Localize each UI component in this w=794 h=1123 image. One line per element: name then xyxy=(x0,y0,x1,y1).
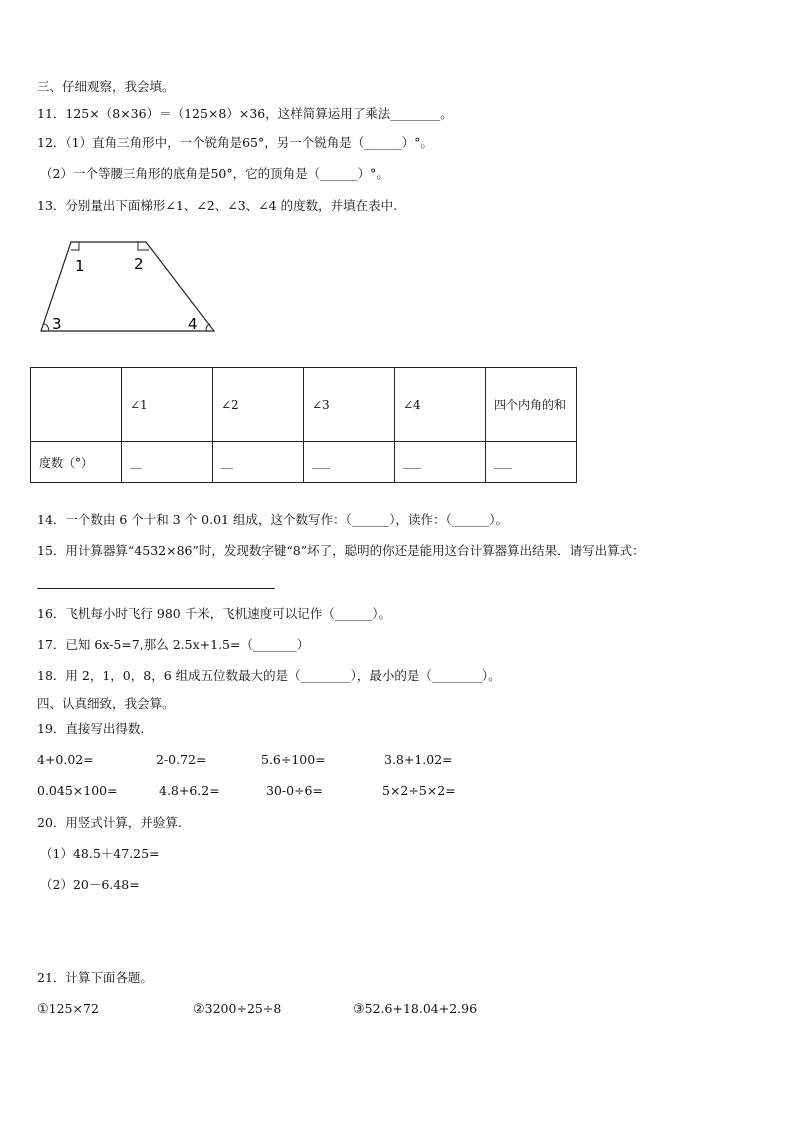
table-cell-angle-2[interactable]: __ xyxy=(213,442,304,483)
angle-label-1: 1 xyxy=(75,257,85,275)
question-17: 17．已知 6x-5=7,那么 2.5x+1.5=（_______） xyxy=(37,637,310,652)
circled-number: ③ xyxy=(353,1002,365,1017)
table-cell-angle-3[interactable]: ___ xyxy=(304,442,395,483)
angle-label-3: 3 xyxy=(52,315,62,333)
q21-expression: 52.6+18.04+2.96 xyxy=(364,1001,478,1016)
table-header-angle-2: ∠2 xyxy=(213,368,304,442)
section-4-title: 四、认真细致，我会算。 xyxy=(37,696,175,711)
q19-item: 2-0.72= xyxy=(156,752,207,767)
circled-number: ① xyxy=(37,1002,49,1017)
question-12-part-1: 12．（1）直角三角形中，一个锐角是65°，另一个锐角是（______）°。 xyxy=(37,135,434,150)
table-cell-sum[interactable]: ___ xyxy=(486,442,577,483)
section-3-title: 三、仔细观察，我会填。 xyxy=(37,79,175,94)
table-row-label: 度数（°） xyxy=(31,442,122,483)
question-15: 15．用计算器算“4532×86”时，发现数字键“8”坏了，聪明的你还是能用这台计算器算出结果．请写出算式： xyxy=(37,543,645,558)
question-13: 13．分别量出下面梯形∠1、∠2、∠3、∠4 的度数，并填在表中. xyxy=(37,198,398,213)
question-11: 11．125×（8×36）＝（125×8）×36，这样简算运用了乘法________。 xyxy=(37,106,453,121)
q19-item: 5×2÷5×2= xyxy=(382,783,456,798)
q21-expression: 125×72 xyxy=(48,1001,99,1016)
table-header-angle-3: ∠3 xyxy=(304,368,395,442)
question-20-part-1: （1）48.5＋47.25= xyxy=(40,846,160,861)
table-header-angle-4: ∠4 xyxy=(395,368,486,442)
q19-item: 4+0.02= xyxy=(37,752,94,767)
question-20-part-2: （2）20－6.48= xyxy=(40,877,140,892)
question-18: 18．用 2，1，0，8，6 组成五位数最大的是（________），最小的是（________）。 xyxy=(37,668,501,683)
angle-table xyxy=(30,367,577,483)
q21-item-1 xyxy=(37,1001,99,1017)
q19-item: 5.6÷100= xyxy=(261,752,326,767)
table-header-angle-1: ∠1 xyxy=(122,368,213,442)
table-cell-angle-4[interactable]: ___ xyxy=(395,442,486,483)
q21-item-3 xyxy=(353,1001,477,1017)
q19-item: 0.045×100= xyxy=(37,783,118,798)
q19-item: 30-0÷6= xyxy=(266,783,323,798)
answer-line[interactable] xyxy=(37,588,275,589)
question-20: 20．用竖式计算，并验算. xyxy=(37,815,182,830)
angle-3-mark xyxy=(44,324,49,331)
q19-item: 4.8+6.2= xyxy=(159,783,220,798)
question-12-part-2: （2）一个等腰三角形的底角是50°，它的顶角是（______）°。 xyxy=(40,166,389,181)
table-header-empty xyxy=(31,368,122,442)
q19-item: 3.8+1.02= xyxy=(384,752,453,767)
circled-number: ② xyxy=(193,1002,205,1017)
angle-1-mark xyxy=(71,242,79,250)
angle-label-4: 4 xyxy=(188,315,198,333)
question-19: 19．直接写出得数. xyxy=(37,721,145,736)
table-cell-angle-1[interactable]: __ xyxy=(122,442,213,483)
question-21: 21．计算下面各题。 xyxy=(37,970,153,985)
trapezoid-figure xyxy=(38,238,220,336)
q21-expression: 3200÷25÷8 xyxy=(204,1001,282,1016)
question-14: 14．一个数由 6 个十和 3 个 0.01 组成，这个数写作：（______），读作：（______）。 xyxy=(37,512,508,527)
angle-label-2: 2 xyxy=(134,255,144,273)
q21-item-2 xyxy=(193,1001,281,1017)
question-16: 16．飞机每小时飞行 980 千米，飞机速度可以记作（______）。 xyxy=(37,606,391,621)
table-header-sum: 四个内角的和 xyxy=(486,368,577,442)
